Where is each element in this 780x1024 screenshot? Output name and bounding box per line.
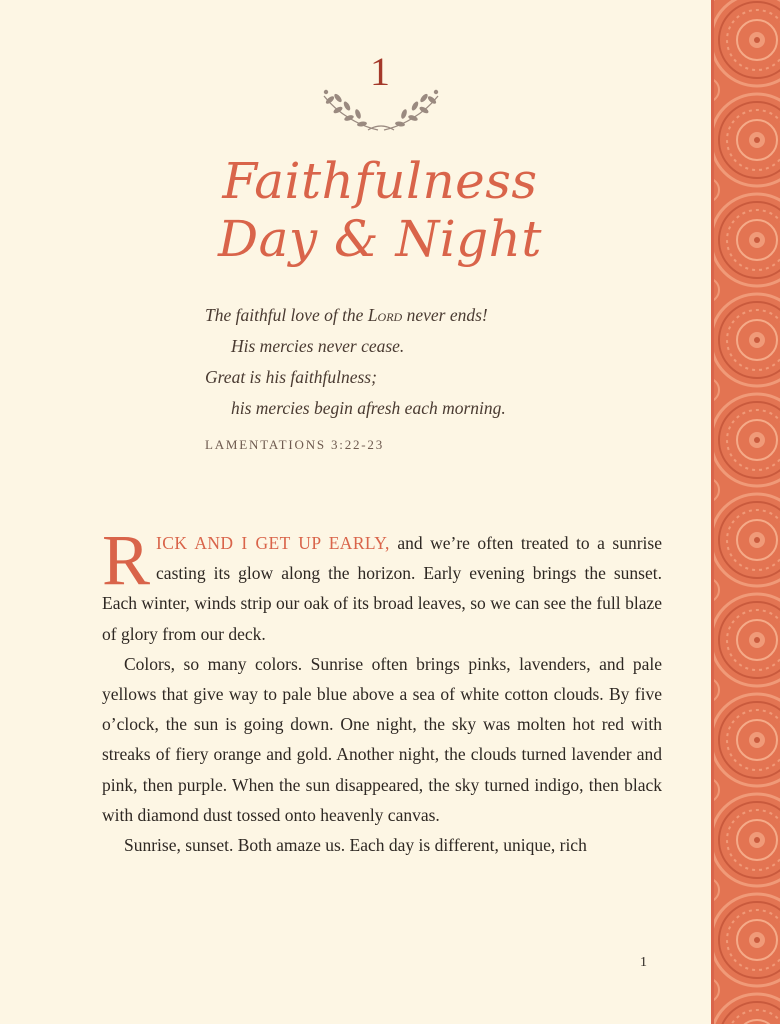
chapter-title-line-2: Day & Night (218, 210, 542, 268)
chapter-number: 1 (370, 49, 390, 94)
chapter-title (190, 152, 570, 268)
epigraph-line-3: Great is his faithfulness; (205, 367, 377, 387)
laurel-ornament-icon (316, 84, 446, 134)
epigraph-line-1-start: The faithful love of the (205, 305, 368, 325)
chapter-body (102, 520, 662, 860)
paragraph-1-text: and we’re often treated to a sunrise casting its glow along the horizon. Early evening brings the sunset. Each winter, winds strip our oak of its broad leaves, so we can see the full blaze of glory from our deck. (102, 533, 662, 644)
paragraph-1 (102, 520, 662, 649)
page-number: 1 (640, 955, 647, 970)
drop-cap: R (102, 520, 151, 600)
epigraph-quote (205, 300, 535, 460)
decorative-side-border (705, 0, 780, 1024)
scripture-reference: LAMENTATIONS 3:22-23 (205, 437, 385, 452)
epigraph-line-1 (205, 300, 535, 331)
medallion-pattern-icon (705, 0, 780, 1024)
paragraph-2: Colors, so many colors. Sunrise often brings pinks, lavenders, and pale yellows that give way to pale blue above a sea of white cotton clouds. By five o’clock, the sun is going down. One night, the sky was molten hot red with streaks of fiery orange and gold. Another night, the clouds turned lavender and pink, then purple. When the sun disappeared, the sky turned indigo, then black with diamond dust tossed onto heavenly canvas. (102, 653, 662, 825)
epigraph-line-2: His mercies never cease. (231, 336, 405, 356)
epigraph-line-1-end: never ends! (402, 305, 488, 325)
epigraph-lord-word: Lord (367, 305, 403, 325)
epigraph-line-4: his mercies begin afresh each morning. (231, 398, 506, 418)
lead-in-text: ICK AND I GET UP EARLY, (156, 533, 390, 553)
paragraph-3: Sunrise, sunset. Both amaze us. Each day is different, unique, rich (124, 835, 587, 856)
chapter-title-line-1: Faithfulness (222, 152, 538, 210)
